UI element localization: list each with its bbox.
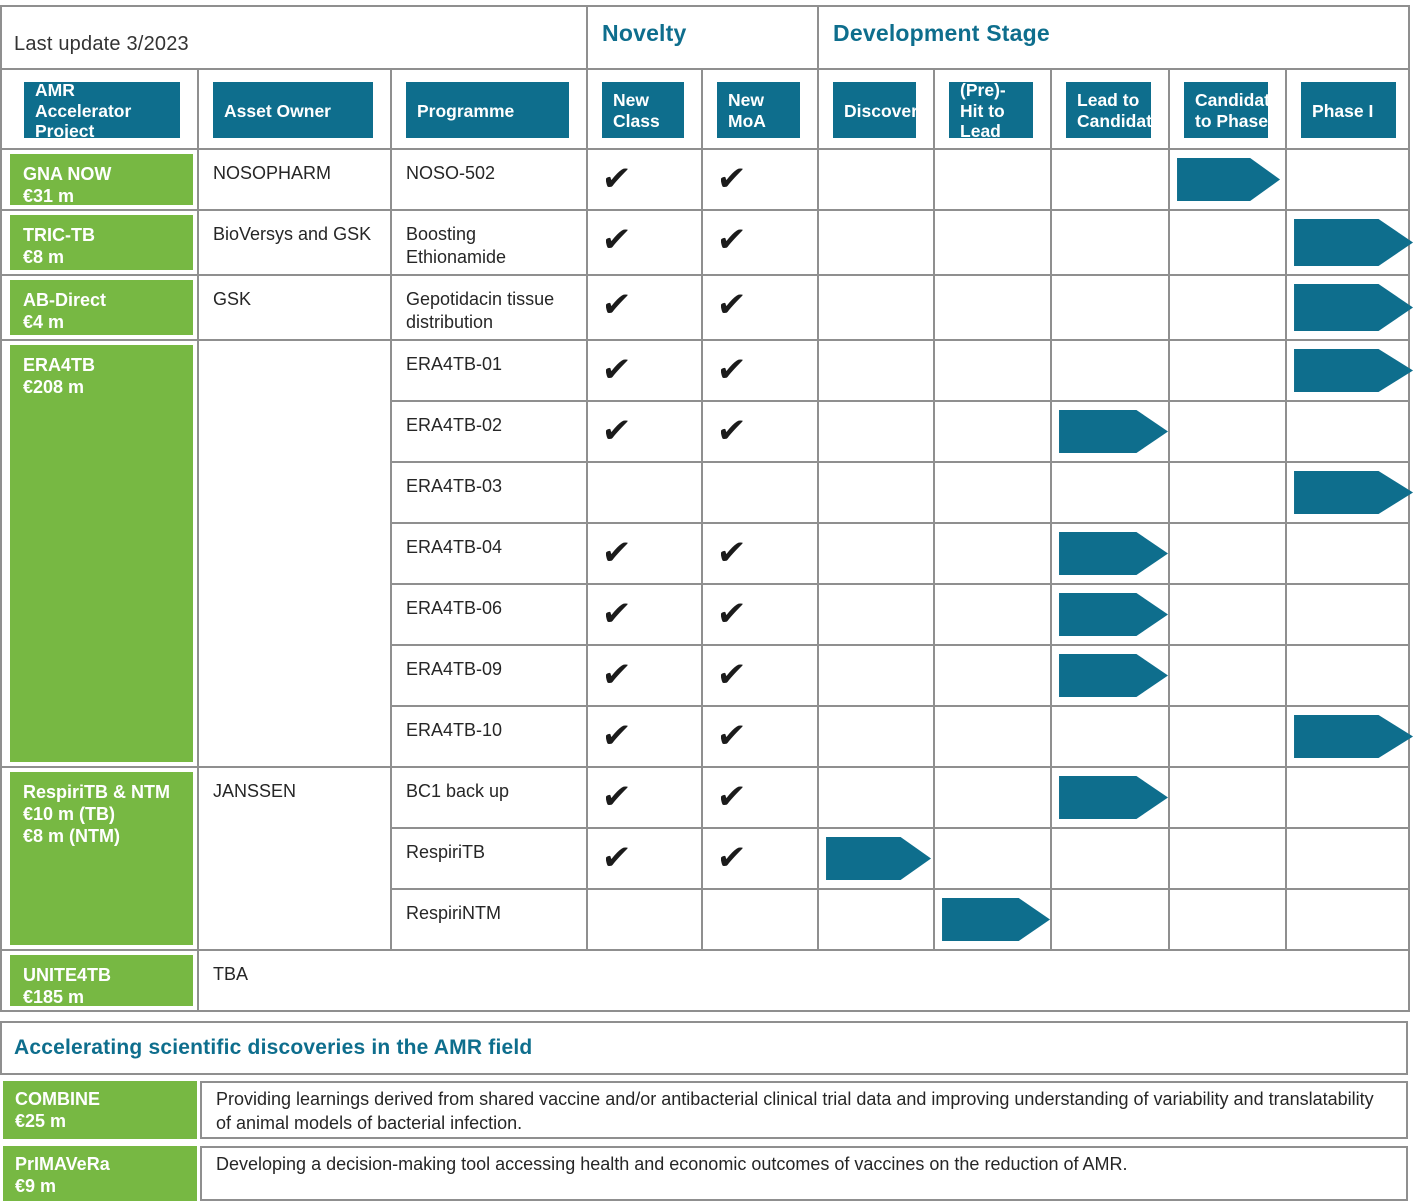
cell-prehit: [934, 149, 1051, 210]
stage-arrow-icon: [1059, 654, 1168, 697]
cell-programme: ERA4TB-02: [391, 401, 587, 462]
table-row: [1, 950, 1409, 1011]
col-header-project: AMR Accelerator Project: [1, 69, 198, 149]
cell-new-moa: [702, 275, 818, 340]
cell-lead: [1051, 210, 1169, 275]
cell-new-class: [587, 889, 702, 950]
cell-phase1: [1286, 462, 1409, 523]
cell-new-moa: [702, 340, 818, 401]
cell-programme: NOSO-502: [391, 149, 587, 210]
cell-lead: [1051, 462, 1169, 523]
stage-arrow-icon: [1059, 776, 1168, 819]
project-cell-ab-direct: [1, 275, 198, 340]
cell-new-moa: [702, 462, 818, 523]
group-header-row: [1, 6, 1409, 69]
cell-discovery: [818, 462, 934, 523]
footer-row-combine: [0, 1081, 1408, 1139]
col-header-candidate-to-phase1: Candidate to Phase I: [1169, 69, 1286, 149]
cell-prehit: [934, 767, 1051, 828]
cell-prehit: [934, 462, 1051, 523]
cell-programme: RespiriNTM: [391, 889, 587, 950]
cell-discovery: [818, 401, 934, 462]
cell-phase1: [1286, 340, 1409, 401]
project-cell-gna-now: [1, 149, 198, 210]
cell-new-moa: [702, 645, 818, 706]
cell-candidate: [1169, 706, 1286, 767]
stage-arrow-icon: [826, 837, 931, 880]
check-icon: ✔: [600, 534, 633, 572]
check-icon: ✔: [715, 839, 748, 877]
cell-candidate: [1169, 462, 1286, 523]
column-header-row: [1, 69, 1409, 149]
stage-arrow-icon: [1294, 471, 1413, 514]
cell-programme: BC1 back up: [391, 767, 587, 828]
check-icon: ✔: [715, 351, 748, 389]
cell-phase1: [1286, 584, 1409, 645]
cell-lead: [1051, 767, 1169, 828]
project-description: Providing learnings derived from shared vaccine and/or antibacterial clinical trial data and improving understanding of variability and translatability of animal models of bacterial infection.: [200, 1081, 1408, 1139]
check-icon: ✔: [715, 656, 748, 694]
cell-new-class: [587, 828, 702, 889]
project-cell-tric-tb: [1, 210, 198, 275]
project-card: [10, 154, 193, 205]
project-funding: €8 m: [23, 247, 65, 267]
cell-prehit: [934, 584, 1051, 645]
project-name: UNITE4TB: [23, 965, 112, 985]
stage-arrow-icon: [1059, 593, 1168, 636]
cell-new-moa: [702, 767, 818, 828]
table-row: [1, 340, 1409, 401]
cell-new-class: [587, 706, 702, 767]
cell-prehit: [934, 340, 1051, 401]
cell-candidate: [1169, 523, 1286, 584]
cell-prehit: [934, 401, 1051, 462]
cell-programme: RespiriTB: [391, 828, 587, 889]
stage-arrow-icon: [1059, 532, 1168, 575]
cell-candidate: [1169, 584, 1286, 645]
project-name: RespiriTB & NTM: [23, 782, 171, 802]
project-funding: €4 m: [23, 312, 65, 332]
cell-lead: [1051, 645, 1169, 706]
project-card: [10, 955, 193, 1006]
cell-new-moa: [702, 523, 818, 584]
cell-candidate: [1169, 401, 1286, 462]
check-icon: ✔: [715, 595, 748, 633]
project-funding: €25 m: [15, 1111, 67, 1131]
cell-new-class: [587, 645, 702, 706]
cell-new-moa: [702, 828, 818, 889]
cell-discovery: [818, 149, 934, 210]
cell-phase1: [1286, 645, 1409, 706]
cell-programme: Gepotidacin tissue distribution: [391, 275, 587, 340]
project-cell-respiritb-ntm: [1, 767, 198, 950]
cell-candidate: [1169, 828, 1286, 889]
cell-asset-owner: [198, 340, 391, 767]
project-name: GNA NOW: [23, 164, 112, 184]
cell-candidate: [1169, 210, 1286, 275]
cell-new-class: [587, 584, 702, 645]
cell-asset-owner: JANSSEN: [198, 767, 391, 950]
cell-lead: [1051, 889, 1169, 950]
cell-programme: ERA4TB-03: [391, 462, 587, 523]
col-header-asset-owner: Asset Owner: [198, 69, 391, 149]
project-cell-era4tb: [1, 340, 198, 767]
cell-discovery: [818, 210, 934, 275]
cell-phase1: [1286, 149, 1409, 210]
table-row: [1, 210, 1409, 275]
cell-candidate: [1169, 889, 1286, 950]
cell-phase1: [1286, 401, 1409, 462]
cell-new-moa: [702, 149, 818, 210]
check-icon: ✔: [600, 286, 633, 324]
stage-arrow-icon: [1059, 410, 1168, 453]
cell-phase1: [1286, 523, 1409, 584]
check-icon: ✔: [715, 778, 748, 816]
col-header-lead-to-candidate: Lead to Candidate: [1051, 69, 1169, 149]
cell-new-class: [587, 401, 702, 462]
cell-programme: ERA4TB-10: [391, 706, 587, 767]
col-header-new-class: New Class: [587, 69, 702, 149]
check-icon: ✔: [600, 351, 633, 389]
project-card: [10, 345, 193, 762]
project-card: [10, 280, 193, 335]
cell-programme: ERA4TB-01: [391, 340, 587, 401]
cell-discovery: [818, 889, 934, 950]
cell-discovery: [818, 275, 934, 340]
cell-asset-owner: GSK: [198, 275, 391, 340]
cell-programme: ERA4TB-04: [391, 523, 587, 584]
col-header-new-moa: New MoA: [702, 69, 818, 149]
col-header-prehit-to-lead: (Pre)-Hit to Lead: [934, 69, 1051, 149]
check-icon: ✔: [600, 412, 633, 450]
cell-prehit: [934, 275, 1051, 340]
cell-new-moa: [702, 889, 818, 950]
cell-new-class: [587, 340, 702, 401]
cell-asset-owner: BioVersys and GSK: [198, 210, 391, 275]
stage-arrow-icon: [1294, 349, 1413, 392]
cell-candidate: [1169, 767, 1286, 828]
cell-candidate: [1169, 275, 1286, 340]
project-card: [10, 772, 193, 945]
check-icon: ✔: [600, 656, 633, 694]
check-icon: ✔: [715, 534, 748, 572]
col-header-discovery: Discovery: [818, 69, 934, 149]
project-description: Developing a decision-making tool accessing health and economic outcomes of vaccines on the reduction of AMR.: [200, 1146, 1408, 1201]
cell-lead: [1051, 340, 1169, 401]
cell-lead: [1051, 523, 1169, 584]
cell-phase1: [1286, 706, 1409, 767]
cell-prehit: [934, 706, 1051, 767]
cell-programme: ERA4TB-06: [391, 584, 587, 645]
table-row: [1, 275, 1409, 340]
cell-new-class: [587, 767, 702, 828]
cell-discovery: [818, 584, 934, 645]
check-icon: ✔: [715, 717, 748, 755]
cell-new-moa: [702, 706, 818, 767]
cell-lead: [1051, 275, 1169, 340]
cell-lead: [1051, 401, 1169, 462]
check-icon: ✔: [600, 839, 633, 877]
cell-prehit: [934, 210, 1051, 275]
project-funding: €185 m: [23, 987, 85, 1007]
development-stage-group-label: Development Stage: [833, 20, 1050, 46]
cell-candidate: [1169, 149, 1286, 210]
footer-heading-label: Accelerating scientific discoveries in the AMR field: [14, 1036, 533, 1059]
table-row: [1, 767, 1409, 828]
stage-arrow-icon: [1294, 284, 1413, 331]
cell-new-moa: [702, 210, 818, 275]
cell-prehit: [934, 523, 1051, 584]
cell-discovery: [818, 523, 934, 584]
cell-programme: ERA4TB-09: [391, 645, 587, 706]
development-stage-group-header: [818, 6, 1409, 69]
cell-phase1: [1286, 828, 1409, 889]
check-icon: ✔: [715, 221, 748, 259]
cell-discovery: [818, 706, 934, 767]
project-name: PrIMAVeRa: [15, 1154, 110, 1174]
cell-candidate: [1169, 645, 1286, 706]
check-icon: ✔: [715, 160, 748, 198]
amr-accelerator-pipeline-chart: [0, 5, 1408, 1196]
cell-lead: [1051, 706, 1169, 767]
check-icon: ✔: [600, 717, 633, 755]
project-name: ERA4TB: [23, 355, 96, 375]
last-update-label: Last update 3/2023: [14, 33, 189, 55]
project-name: AB-Direct: [23, 290, 107, 310]
novelty-group-header: [587, 6, 818, 69]
cell-new-moa: [702, 584, 818, 645]
cell-discovery: [818, 645, 934, 706]
project-funding: €8 m (NTM): [23, 826, 121, 846]
check-icon: ✔: [600, 595, 633, 633]
project-card: [3, 1081, 197, 1139]
cell-lead: [1051, 584, 1169, 645]
cell-new-class: [587, 149, 702, 210]
table-row: [1, 149, 1409, 210]
cell-phase1: [1286, 889, 1409, 950]
stage-arrow-icon: [942, 898, 1050, 941]
col-header-programme: Programme: [391, 69, 587, 149]
check-icon: ✔: [715, 286, 748, 324]
project-funding: €208 m: [23, 377, 85, 397]
cell-new-class: [587, 462, 702, 523]
cell-asset-owner: TBA: [198, 950, 1409, 1011]
stage-arrow-icon: [1177, 158, 1280, 201]
cell-new-class: [587, 523, 702, 584]
cell-prehit: [934, 828, 1051, 889]
col-header-phase1: Phase I: [1286, 69, 1409, 149]
cell-discovery: [818, 340, 934, 401]
cell-prehit: [934, 645, 1051, 706]
cell-new-class: [587, 275, 702, 340]
pipeline-table: [0, 5, 1410, 1012]
cell-new-class: [587, 210, 702, 275]
project-name: TRIC-TB: [23, 225, 95, 245]
footer-row-primavera: [0, 1146, 1408, 1201]
cell-lead: [1051, 149, 1169, 210]
project-cell-unite4tb: [1, 950, 198, 1011]
cell-candidate: [1169, 340, 1286, 401]
check-icon: ✔: [600, 160, 633, 198]
check-icon: ✔: [600, 221, 633, 259]
cell-phase1: [1286, 767, 1409, 828]
cell-asset-owner: NOSOPHARM: [198, 149, 391, 210]
cell-new-moa: [702, 401, 818, 462]
cell-discovery: [818, 767, 934, 828]
project-funding: €9 m: [15, 1176, 57, 1196]
check-icon: ✔: [600, 778, 633, 816]
novelty-group-label: Novelty: [602, 20, 687, 46]
project-card: [10, 215, 193, 270]
check-icon: ✔: [715, 412, 748, 450]
project-funding: €10 m (TB): [23, 804, 116, 824]
stage-arrow-icon: [1294, 219, 1413, 266]
cell-phase1: [1286, 210, 1409, 275]
stage-arrow-icon: [1294, 715, 1413, 758]
project-name: COMBINE: [15, 1089, 100, 1109]
footer-heading-box: [0, 1021, 1408, 1075]
cell-phase1: [1286, 275, 1409, 340]
cell-lead: [1051, 828, 1169, 889]
cell-prehit: [934, 889, 1051, 950]
project-funding: €31 m: [23, 186, 75, 206]
project-card: [3, 1146, 197, 1201]
cell-programme: Boosting Ethionamide: [391, 210, 587, 275]
cell-discovery: [818, 828, 934, 889]
